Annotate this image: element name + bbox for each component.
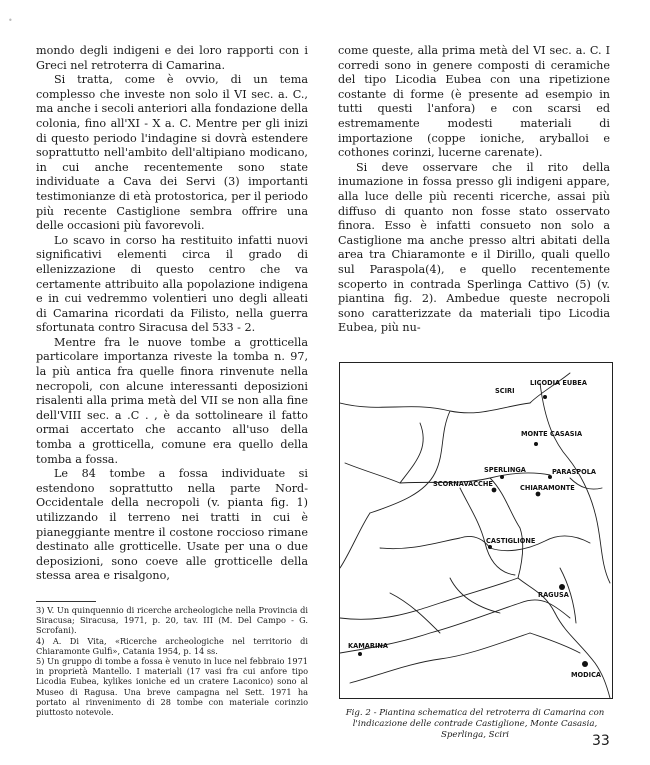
page-number: 33 (592, 733, 610, 749)
left-column (36, 44, 308, 584)
paragraph: mondo degli indigeni e dei loro rapporti con i Greci nel retroterra di Camarina. (36, 44, 308, 72)
paragraph: Si tratta, come è ovvio, di un tema complesso che investe non solo il VI sec. a. C., ma anche i secoli anteriori alla fondazione della colonia, fino all'XI - X a. C. Mentre per gli inizi di questo periodo l'indagine si dovrà estendere soprattutto nell'ambito dell'altipiano modicano, in cui anche recentemente sono state individuate a Cava dei Servi (3) importanti testimonianze di età protostorica, per il periodo più recente Castiglione sembra offrire una delle occasioni più favorevoli. (36, 73, 308, 233)
label-modica: MODICA (571, 671, 602, 679)
marker-sperlinga (500, 475, 504, 479)
label-sciri: SCIRI (495, 387, 515, 395)
label-ragusa: RAGUSA (538, 591, 569, 599)
label-licodia-eubea: LICODIA EUBEA (530, 379, 587, 387)
marker-scornavacche (492, 488, 497, 493)
paragraph: come queste, alla prima metà del VI sec. a. C. I corredi sono in genere composti di ceramiche del tipo Licodia Eubea con una ripetizione costante di forme (è presente ad esempio in tutti questi l'anfora) e con scarsi ed estremamente modesti materiali di importazione (coppe ioniche, aryballoi e cothones corinzi, lucerne carenate). (338, 44, 610, 160)
marker-kamarina (358, 652, 362, 656)
schematic-map-figure (339, 362, 613, 699)
footnote: 3) V. Un quinquennio di ricerche archeologiche nella Provincia di Siracusa; Siracusa, 1971, p. 20, tav. III (M. Del Campo - G. Scrofani). (36, 605, 308, 636)
marker-castiglione (488, 545, 492, 549)
right-column (338, 44, 610, 336)
figure-caption: Fig. 2 - Piantina schematica del retroterra di Camarina con l'indicazione delle contrade Castiglione, Monte Casasia, Sperlinga, Sciri (345, 708, 605, 740)
marker-monte-casasia (534, 442, 538, 446)
marker-licodia (543, 395, 547, 399)
marker-chiaramonte (536, 492, 541, 497)
paragraph: Lo scavo in corso ha restituito infatti nuovi significativi elementi circa il grado di ellenizzazione di questo centro che va certamente attribuito alla popolazione indigena e in cui vedremmo volentieri uno degli alleati di Camarina ricordati da Filisto, nella guerra sfortunata contro Siracusa del 533 - 2. (36, 233, 308, 335)
footnote-separator (36, 601, 96, 602)
label-paraspola: PARASPOLA (552, 468, 597, 476)
marker-modica (582, 661, 588, 667)
label-castiglione: CASTIGLIONE (486, 537, 536, 545)
label-scornavacche: SCORNAVACCHE (433, 480, 493, 488)
label-kamarina: KAMARINA (348, 642, 389, 650)
paragraph: Si deve osservare che il rito della inumazione in fossa presso gli indigeni appare, alla luce delle più recenti ricerche, assai più diffuso di quanto non fosse stato osservato finora. Esso è infatti consueto non solo a Castiglione ma anche presso altri abitati della area tra Chiaramonte e il Dirillo, quali quello sul Paraspola(4), e quello recentemente scoperto in contrada Sperlinga Cattivo (5) (v. piantina fig. 2). Ambedue queste necropoli sono caratterizzate da materiali tipo Licodia Eubea, più nu- (338, 160, 610, 335)
footnote: 5) Un gruppo di tombe a fossa è venuto in luce nel febbraio 1971 in proprietà Mantello. I materiali (17 vasi fra cui anfore tipo Licodia Eubea, kylikes ioniche ed un cratere Laconico) sono al Museo di Ragusa. Una breve campagna nel Sett. 1971 ha portato al rinvenimento di 28 tombe con materiale corinzio piuttosto notevole. (36, 656, 308, 718)
map-drawing (340, 363, 612, 698)
label-chiaramonte: CHIARAMONTE (520, 484, 575, 492)
marker-ragusa (559, 584, 565, 590)
corner-mark: • (8, 16, 13, 25)
label-monte-casasia: MONTE CASASIA (521, 430, 583, 438)
footnote: 4) A. Di Vita, «Ricerche archeologiche nel territorio di Chiaramonte Gulfi», Catania 1954, p. 14 ss. (36, 635, 308, 656)
map-labels (348, 379, 602, 679)
paragraph: Mentre fra le nuove tombe a grotticella particolare importanza riveste la tomba n. 97, la più antica fra quelle finora rinvenute nella necropoli, con alcune interessanti deposizioni risalenti alla prima metà del VII se non alla fine dell'VIII sec. a .C . , è da sottolineare il fatto ormai accertato che accanto all'uso della tomba a grotticella, comune era quello della tomba a fossa. (36, 335, 308, 466)
footnotes (36, 605, 308, 717)
paragraph: Le 84 tombe a fossa individuate si estendono soprattutto nella parte Nord-Occidentale della necropoli (v. pianta fig. 1) utilizzando il terreno nei tratti in cui è pianeggiante mentre il costone roccioso rimane destinato alle grotticelle. Usate per una o due deposizioni, sono coeve alle grotticelle della stessa area e risalgono, (36, 467, 308, 583)
label-sperlinga: SPERLINGA (484, 466, 526, 474)
